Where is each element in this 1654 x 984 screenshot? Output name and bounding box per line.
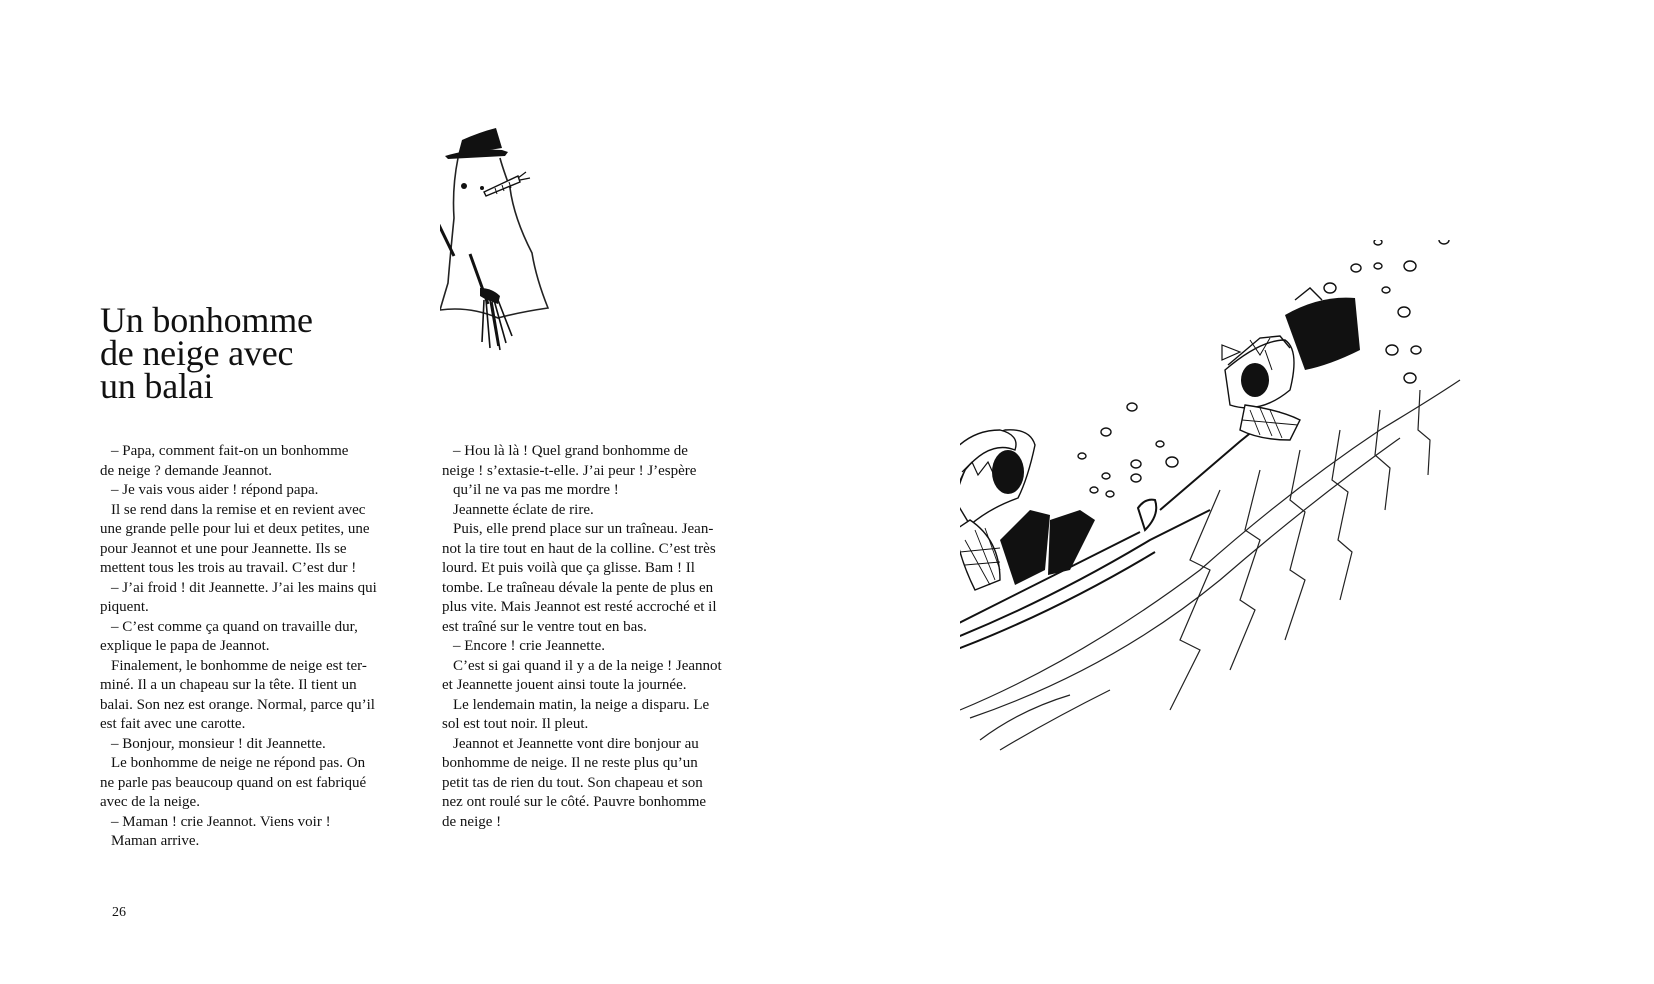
text-column-left (100, 442, 425, 852)
eye (461, 183, 467, 189)
title-line: Un bonhomme (100, 300, 313, 340)
chapter-title (100, 300, 460, 406)
text-line: lourd. Et puis voilà que ça glisse. Bam ! Il (442, 560, 695, 576)
text-column-right (442, 442, 767, 832)
boot (1048, 510, 1095, 575)
text-line: Il se rend dans la remise et en revient avec (111, 501, 366, 518)
text-line: explique le papa de Jeannot. (100, 638, 270, 654)
page-number: 26 (112, 905, 126, 920)
text-line: avec de la neige. (100, 794, 200, 810)
text-line: – C’est comme ça quand on travaille dur, (111, 618, 358, 635)
text-line: et Jeannette jouent ainsi toute la journée. (442, 677, 687, 693)
text-line: Jeannot et Jeannette vont dire bonjour au (453, 735, 699, 752)
text-line: not la tire tout en haut de la colline. C’est très (442, 540, 716, 557)
text-line: – Maman ! crie Jeannot. Viens voir ! (111, 813, 331, 830)
text-line: Maman arrive. (111, 833, 200, 849)
title-line: de neige avec (100, 333, 294, 373)
text-line: nez ont roulé sur le côté. Pauvre bonhomme (442, 794, 707, 810)
text-line: plus vite. Mais Jeannot est resté accroché et il (442, 599, 717, 615)
text-line: Le lendemain matin, la neige a disparu. Le (453, 696, 710, 713)
text-line: qu’il ne va pas me mordre ! (453, 482, 619, 498)
text-line: mettent tous les trois au travail. C’est dur ! (100, 560, 357, 576)
text-line: Le bonhomme de neige ne répond pas. On (111, 755, 366, 771)
text-line: Jeannette éclate de rire. (453, 501, 594, 518)
text-line: est traîné sur le ventre tout en bas. (442, 618, 647, 635)
text-line: piquent. (100, 599, 149, 615)
text-line: Puis, elle prend place sur un traîneau. Jean- (453, 521, 714, 537)
text-line: – J’ai froid ! dit Jeannette. J’ai les mains qui (111, 579, 377, 596)
text-line: petit tas de rien du tout. Son chapeau et son (442, 774, 703, 791)
text-line: tombe. Le traîneau dévale la pente de plus en (442, 579, 714, 596)
text-line: C’est si gai quand il y a de la neige ! Jeannot (453, 657, 722, 674)
boot (1000, 510, 1050, 585)
text-line: une grande pelle pour lui et deux petites, une (100, 521, 370, 537)
text-line: balai. Son nez est orange. Normal, parce qu’il (100, 696, 375, 713)
text-line: de neige ! (442, 813, 502, 830)
broom-bristles (482, 300, 512, 350)
text-line: Finalement, le bonhomme de neige est ter- (111, 657, 367, 674)
rider-jeannette (960, 430, 1095, 590)
text-line: sol est tout noir. Il pleut. (442, 716, 589, 732)
text-line: ne parle pas beaucoup quand on est fabriqué (100, 774, 367, 791)
text-line: – Encore ! crie Jeannette. (453, 638, 605, 654)
text-line: bonhomme de neige. Il ne reste plus qu’un (442, 755, 698, 771)
text-line: miné. Il a un chapeau sur la tête. Il tient un (100, 677, 357, 693)
text-line: pour Jeannot et une pour Jeannette. Ils se (100, 540, 347, 557)
text-line: de neige ? demande Jeannot. (100, 462, 273, 479)
text-line: – Bonjour, monsieur ! dit Jeannette. (111, 735, 326, 752)
text-line: – Papa, comment fait-on un bonhomme (111, 443, 349, 459)
coat (1285, 298, 1360, 370)
text-line: – Hou là là ! Quel grand bonhomme de (453, 443, 688, 459)
snowman-illustration (440, 128, 580, 373)
puller-jeannot (1222, 288, 1360, 440)
text-line: neige ! s’extasie-t-elle. J’ai peur ! J’espère (442, 462, 697, 479)
text-line: – Je vais vous aider ! répond papa. (111, 482, 319, 498)
text-line: est fait avec une carotte. (100, 716, 246, 732)
sledding-illustration (960, 240, 1540, 760)
title-line: un balai (100, 366, 214, 406)
